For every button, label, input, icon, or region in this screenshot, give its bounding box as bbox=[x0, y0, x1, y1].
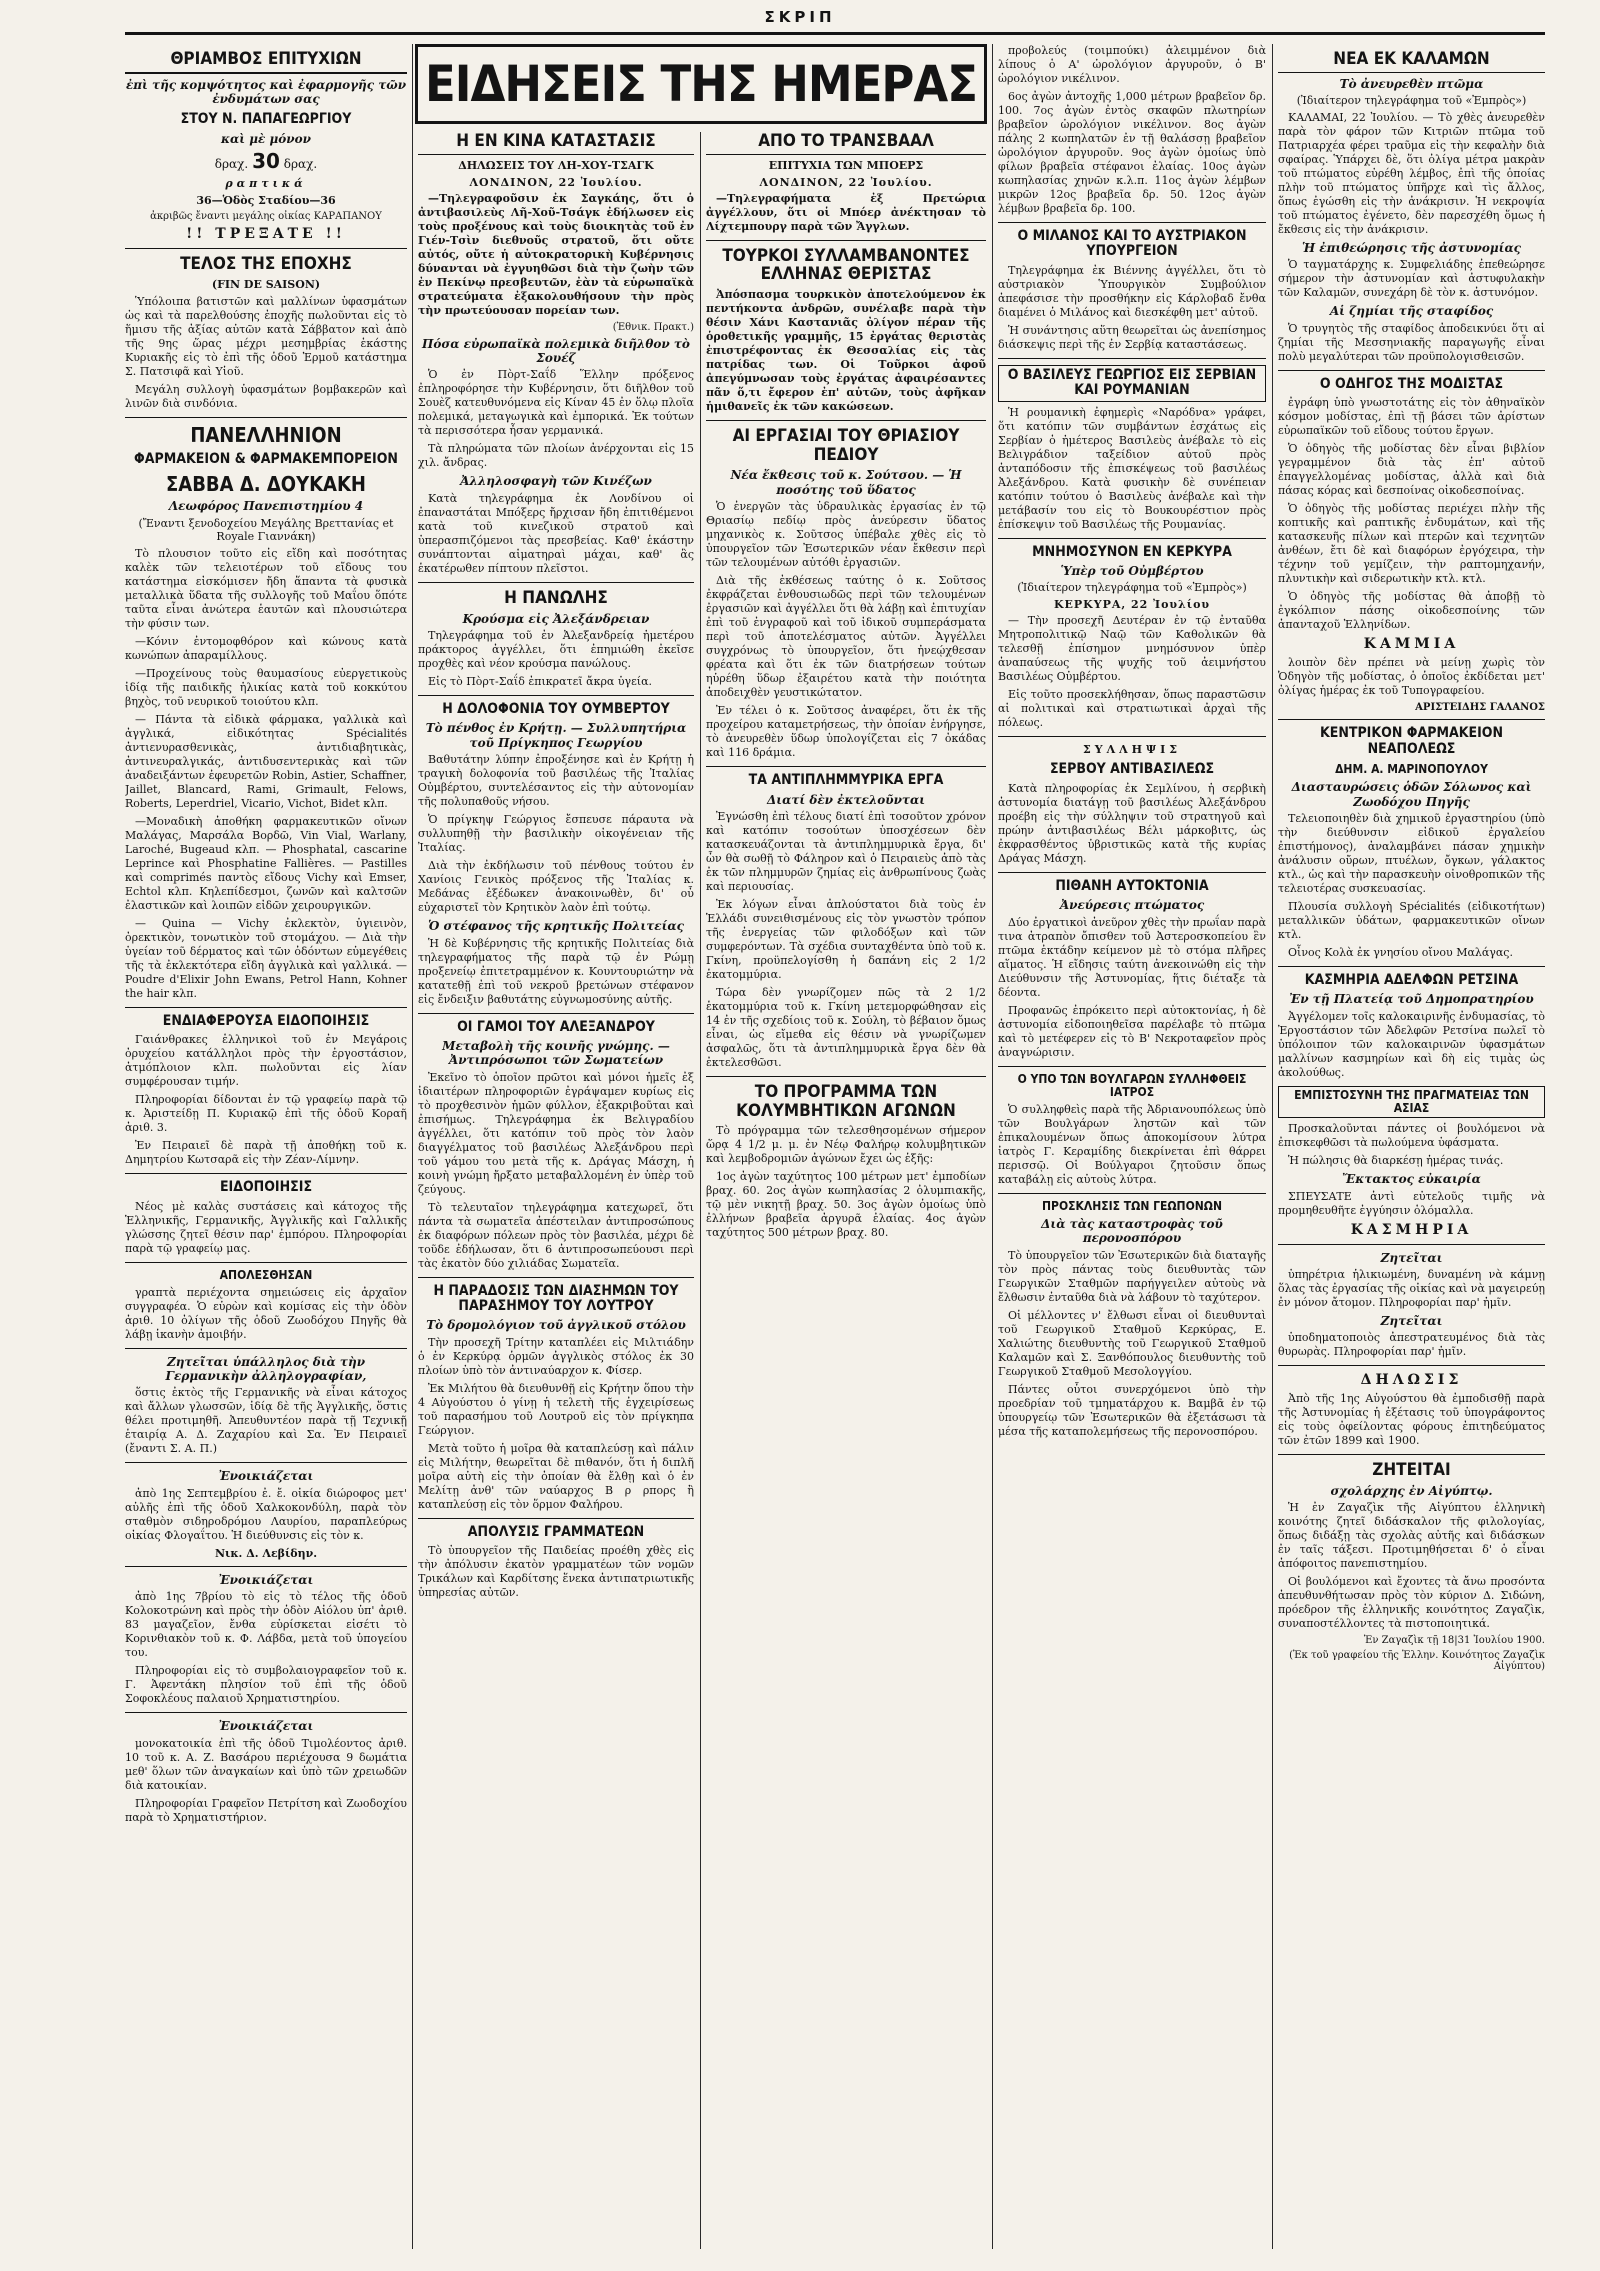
news-geoponoi-sub: Διὰ τὰς καταστροφὰς τοῦ περονοσπόρου bbox=[1041, 1217, 1223, 1246]
newspaper-page bbox=[125, 44, 1545, 2249]
news-wedding-sub: Μεταβολὴ τῆς κοινῆς γνώμης. — Ἀντιπρόσωποι τῶν Σωματείων bbox=[442, 1038, 670, 1068]
ad-central-pharmacy-text3: Οἶνος Κολὰ ἐκ γνησίου οἴνου Μαλάγας. bbox=[1288, 946, 1513, 959]
news-wedding-text1: Ἐκεῖνο τὸ ὁποῖον πρῶτοι καὶ μόνοι ἡμεῖς ἐξ ἰδιαιτέρων πληροφοριῶν ἐγράψαμεν κυρίως εἰς τὸ προχθεσινὸν ἡμῶν φύλλον, ἐξακριβοῦται καὶ ἐπισήμως. Τηλεγράφημα ἐκ Βελιγραδίου ἀγγέλλει, ὅτι κατόπιν τοῦ πρὸς τὸν λαὸν διαγγέλματος τοῦ βασιλέως Ἀλεξάνδρου περὶ τοῦ γάμου του μετὰ τῆς κ. Δράγας Μάσχη, ἡ κοινὴ γνώμη ἤρξατο μεταβαλλομένη ἐν ὑπὲρ τοῦ ζεύγους. bbox=[418, 1070, 694, 1196]
ad-rent2-text: ἀπὸ 1ης 7βρίου τὸ εἰς τὸ τέλος τῆς ὁδοῦ Κολοκοτρώνη καὶ πρὸς τὴν ὁδὸν Αἰόλου ὑπ' ἀριθ. 83 μαγαζεῖον, ἔνθα εὑρίσκεται εἰσέτι τὸ Κορινθιακὸν τοῦ κ. Φ. Λάβδα, μετὰ τοῦ ὑπογείου του. bbox=[125, 1590, 407, 1660]
ad-thriamvos-sub: ἐπὶ τῆς κομψότητος καὶ ἐφαρμογῆς τῶν ἐνδυμάτων σας bbox=[125, 77, 407, 107]
ad-central-pharmacy-text2: Πλουσία συλλογὴ Spécialités (εἰδικοτήτων) μεταλλικῶν ὑδάτων, φαρμακευτικῶν οἴνων κτλ. bbox=[1278, 900, 1545, 941]
column-ads-left bbox=[125, 44, 407, 2249]
column-rule bbox=[992, 44, 993, 2249]
news-transvaal-text: —Τηλεγραφήματα ἐξ Πρετώρια ἀγγέλλουν, ὅτι οἱ Μπόερ ἀνέκτησαν τὸ Λίχτεμπουργ παρὰ τῶν Ἄγγλων. bbox=[706, 191, 986, 233]
ad-telos-text: Ὑπόλοιπα βατιστῶν καὶ μαλλίνων ὑφασμάτων ὡς καὶ τὰ παρελθούσης ἐποχῆς πωλοῦνται εἰς τὸ ἥμισυ τῆς ἀξίας αὐτῶν κατὰ Σάββατον καὶ ἀπὸ τῆς 9ης ὥρας μέχρι μεσημβρίας ἑκάστης Κυριακῆς εἰς τὸ ἐπὶ τῆς ὁδοῦ Ἑρμοῦ κατάστημα Σ. Πατσιφᾶ καὶ Υἱοῦ. bbox=[125, 294, 407, 378]
ad-zagazik-date: Ἐν Ζαγαζὶκ τῇ 18|31 Ἰουλίου 1900. bbox=[1363, 1635, 1545, 1647]
ad-modista-text2: Ὁ ὁδηγὸς τῆς μοδίστας δὲν εἶναι βιβλίον γεγραμμένον διὰ τὰς ἐπ' αὐτοῦ ἐπαγγελλομένας μοδίστας, ἀλλὰ καὶ διὰ πάσας κόρας καὶ δεσποίνας οἰκοδεσποίνας. bbox=[1278, 442, 1545, 498]
news-umberto-title: Η ΔΟΛΟΦΟΝΙΑ ΤΟΥ ΟΥΜΒΕΡΤΟΥ bbox=[442, 700, 670, 717]
news-geoponoi-title: ΠΡΟΣΚΛΗΣΙΣ ΤΩΝ ΓΕΩΠΟΝΩΝ bbox=[1042, 1198, 1222, 1213]
news-wreath-text: Ἡ δὲ Κυβέρνησις τῆς κρητικῆς Πολιτείας διὰ τηλεγραφήματος τῆς παρὰ τῷ ἐν Ρώμῃ προξενείῳ ἐπιτετραμμένον κ. Κουντουριώτην νὰ κατατεθῇ ἐπὶ τοῦ νεκροῦ βρετώνων στέφανον εἰς ἔνδειξιν βαθυτάτης εὐγνωμοσύνης αὐτῆς. bbox=[418, 936, 694, 1006]
ad-telos-sub: (FIN DE SAISON) bbox=[211, 277, 321, 291]
news-china-source: (Ἐθνικ. Πρακτ.) bbox=[612, 321, 694, 333]
ad-maid-lead: Ζητεῖται bbox=[1380, 1250, 1443, 1265]
news-memorial-title: ΜΝΗΜΟΣΥΝΟΝ ΕΝ ΚΕΡΚΥΡΑ bbox=[1032, 543, 1232, 560]
news-china-text: —Τηλεγραφοῦσιν ἐκ Σαγκάης, ὅτι ὁ ἀντιβασιλεὺς Λῆ-Χοῦ-Τσάγκ ἐδήλωσεν εἰς τοὺς προξένους καὶ τοὺς διοικητὰς τοῦ ἐν Γιέν-Τσὶν διεθνοῦς στρατοῦ, ὅτι οὔτε αὐτός, οὔτε ἡ αὐτοκρατορικὴ Κυβέρνησις δύνανται νὰ ἐγγυηθῶσι διὰ τὴν ζωὴν τῶν ἐν Πεκίνῳ πρεσβευτῶν, ἐὰν τὰ εὐρωπαϊκὰ στρατεύματα ἐξακολουθήσουν τὴν πρὸς τὴν πρωτεύουσαν πορείαν των. bbox=[418, 191, 694, 317]
ad-telos-text2: Μεγάλη συλλογὴ ὑφασμάτων βομβακερῶν καὶ λινῶν διὰ σινδόνια. bbox=[125, 382, 407, 410]
ad-thriamvos-title: ΘΡΙΑΜΒΟΣ ΕΠΙΤΥΧΙΩΝ bbox=[125, 50, 407, 74]
news-milan-title: Ο ΜΙΛΑΝΟΣ ΚΑΙ ΤΟ ΑΥΣΤΡΙΑΚΟΝ ΥΠΟΥΡΓΕΙΟΝ bbox=[1017, 228, 1247, 260]
ad-bargain-text: ΣΠΕΥΣΑΤΕ ἀντὶ εὐτελοῦς τιμῆς νὰ προμηθευθῆτε ἐγγύησιν ὁλόμαλλα. bbox=[1278, 1189, 1545, 1217]
ad-rent1-name: Νικ. Δ. Λεβίδην. bbox=[214, 1546, 318, 1560]
ad-rent1-text: ἀπὸ 1ης Σεπτεμβρίου ἐ. ἔ. οἰκία διώροφος μετ' αὐλῆς ἐπὶ τῆς ὁδοῦ Χαλκοκονδύλη, παρὰ τὸν σταθμὸν σιδηροδρόμου Λαυρίου, παραπλεύρως οἰκίας Φλογαΐτου. Ἡ διεύθυνσις εἰς τὸν κ. bbox=[125, 1486, 407, 1542]
top-rule bbox=[125, 32, 1545, 35]
news-flood-title: ΤΑ ΑΝΤΙΠΛΗΜΜΥΡΙΚΑ ΕΡΓΑ bbox=[748, 772, 944, 789]
ad-kammia-text: λοιπὸν δὲν πρέπει νὰ μείνῃ χωρὶς τὸν Ὁδηγὸν τῆς μοδίστας, ὁ ὁποῖος ἐκδίδεται μετ' ὀλίγας ἡμέρας ἐκ τοῦ Τυπογραφείου. bbox=[1278, 656, 1545, 698]
ad-rent2-text2: Πληροφορίαι εἰς τὸ συμβολαιογραφεῖον τοῦ κ. Γ. Ἀφεντάκη πλησίον τοῦ ἐπὶ τῆς ὁδοῦ Σοφοκλέους παλαιοῦ Χρηματιστηρίου. bbox=[125, 1664, 407, 1706]
news-raisin-text: Ὁ τρυγητὸς τῆς σταφίδος ἀποδεικνύει ὅτι αἱ ζημίαι τῆς Μεσσηνιακῆς παραγωγῆς εἶναι πολὺ μεγαλύτεραι τῶν προϋπολογισθεισῶν. bbox=[1278, 321, 1545, 363]
news-chinese-title: Ἀλληλοσφαγὴ τῶν Κινέζων bbox=[460, 474, 652, 489]
ad-central-pharmacy-addr: Διασταυρώσεις ὁδῶν Σόλωνος καὶ Ζωοδόχου Πηγῆς bbox=[1291, 780, 1532, 809]
news-raisin-title: Αἱ ζημίαι τῆς σταφίδος bbox=[1329, 304, 1494, 319]
news-thriasio-text3: Ἐν τέλει ὁ κ. Σοῦτσος ἀναφέρει, ὅτι ἐκ τῆς προχείρου καταμετρήσεως, τὴν ὁποίαν ἐνήργησε, τὸ ἀνευρεθὲν ὕδωρ ὑπολογίζεται εἰς 7 ὀκάδας καὶ 116 δράμια. bbox=[706, 704, 986, 760]
ad-pharmacy-text6: — Quina — Vichy ἐκλεκτὸν, ὑγιεινὸν, ὀρεκτικὸν, τονωτικὸν τοῦ στομάχου. — Διὰ τὴν ὑγείαν τοῦ δέρματος καὶ τῶν ὀδόντων εὐμεγέθεις τῆς τὰ ἐκλεκτότερα εἴδη ἀγγλικὰ καὶ γαλλικά. — Poudre d'Elixir John Ewans, Petrol Hann, Kohner the hair κλπ. bbox=[125, 916, 407, 1000]
ad-clerk-lead: Ζητεῖται ὑπάλληλος διὰ τὴν Γερμανικὴν ἀλληλογραφίαν, bbox=[165, 1354, 367, 1384]
news-kalamai-source: (Ἰδιαίτερον τηλεγράφημα τοῦ «Ἐμπρὸς») bbox=[1296, 94, 1527, 108]
news-flood-text1: Ἐγνώσθη ἐπὶ τέλους διατί ἐπὶ τοσοῦτον χρόνον καὶ κατόπιν τοσούτων ὑποσχέσεων δὲν κατασκευάζονται τὰ ἀντιπλημμυρικὰ ἔργα, δι' ὧν θὰ σωθῇ τὸ Φάληρον καὶ ὁ Πειραιεὺς ἀπὸ τὰς ἐκ τῶν πλημμυρῶν ζημίας εἰς ἀνθρωπίνους ζωὰς καὶ περιουσίας. bbox=[706, 810, 986, 893]
ad-retsina-title: ΚΑΣΜΗΡΙΑ ΑΔΕΛΦΩΝ ΡΕΤΣΙΝΑ bbox=[1304, 972, 1519, 988]
ad-rent3-text2: Πληροφορίαι Γραφεῖον Πετρίτση καὶ Ζωοδοχίου παρὰ τὸ Χρηματιστήριον. bbox=[125, 1796, 407, 1824]
ad-notice-title: ΕΝΔΙΑΦΕΡΟΥΣΑ ΕΙΔΟΠΟΙΗΣΙΣ bbox=[162, 1012, 370, 1029]
ad-dilosis-text: Ἀπὸ τῆς 1ης Αὐγούστου θὰ ἐμποδισθῇ παρὰ τῆς Ἀστυνομίας ἡ ἐξέτασις τοῦ ὑπογράφοντος εἰς τοὺς ὀφείλοντας φόρους ἐπιτηδεύματος τῶν ἐτῶν 1899 καὶ 1900. bbox=[1278, 1392, 1545, 1448]
news-swimming-title: ΤΟ ΠΡΟΓΡΑΜΜΑ ΤΩΝ ΚΟΛΥΜΒΗΤΙΚΩΝ ΑΓΩΝΩΝ bbox=[736, 1082, 956, 1121]
ad-central-pharmacy-name: ΔΗΜ. Α. ΜΑΡΙΝΟΠΟΥΛΟΥ bbox=[1335, 762, 1488, 777]
ad-notice-text3: Ἐν Πειραιεῖ δὲ παρὰ τῇ ἀποθήκῃ τοῦ κ. Δημητρίου Κωτσαρᾶ εἰς τὴν Ζέαν-Λίμνην. bbox=[125, 1139, 407, 1167]
ad-zagazik-source: (Ἐκ τοῦ γραφείου τῆς Ἑλλην. Κοινότητος Ζαγαζὶκ Αἰγύπτου) bbox=[1289, 1650, 1545, 1673]
news-flood-sub: Διατί δὲν ἐκτελοῦνται bbox=[766, 792, 926, 807]
news-swimming-text2: 1ος ἀγὼν ταχύτητος 100 μέτρων μετ' ἐμποδίων βραχ. 60. 2ος ἀγὼν κωπηλασίας 2 ὀλυμπιακῆς, τῷ μὲν νικητῇ βραχ. 50. 3ος ἀγὼν ὁμοίως ὑπὸ ἐλλήνων βραβεῖα ἀργυρᾶ ἐλαίας. 4ος ἀγὼν ταχύτητος 500 μέτρων βραχ. 80. bbox=[706, 1170, 986, 1240]
news-turks-title: ΤΟΥΡΚΟΙ ΣΥΛΛΑΜΒΑΝΟΝΤΕΣ ΕΛΛΗΝΑΣ ΘΕΡΙΣΤΑΣ bbox=[722, 245, 970, 285]
column-news-4 bbox=[998, 44, 1266, 2249]
news-china-sub: ΔΗΛΩΣΕΙΣ ΤΟΥ ΛΗ-ΧΟΥ-ΤΣΑΓΚ bbox=[458, 158, 654, 172]
column-news-3 bbox=[706, 132, 986, 2249]
ad-notice-text1: Γαιάνθρακες ἑλληνικοὶ τοῦ ἐν Μεγάροις ὀρυχείου κατάλληλοι πρὸς τὴν ἐργοστάσιον, ἀτμόπλοιον κλπ. πωλοῦνται εἰς λίαν συμφέρουσαν τιμήν. bbox=[125, 1033, 407, 1089]
news-thriasio-sub: Νέα ἔκθεσις τοῦ κ. Σούτσου. — Ἡ ποσότης τοῦ ὕδατος bbox=[730, 468, 962, 497]
news-milan-text2: Ἡ συνάντησις αὕτη θεωρεῖται ὡς ἀνεπίσημος διάσκεψις περὶ τῆς ἐν Σερβίᾳ καταστάσεως. bbox=[998, 323, 1266, 351]
ad-zagazik-text1: Ἡ ἐν Ζαγαζὶκ τῆς Αἰγύπτου ἑλληνικὴ κοινότης ζητεῖ διδάσκαλον τῆς φιλολογίας, ὅπως διδάξῃ τὰς σχολὰς αὐτῆς καὶ διδάσκων ἐν ταῖς τάξεσι. Προτιμηθήσεται δ' ὁ εἶναι ἀπόφοιτος πανεπιστημίου. bbox=[1278, 1501, 1545, 1571]
ad-retsina-sub: Ἐν τῇ Πλατείᾳ τοῦ Δημοπρατηρίου bbox=[1289, 992, 1534, 1007]
news-order-title: Η ΠΑΡΑΔΟΣΙΣ ΤΩΝ ΔΙΑΣΗΜΩΝ ΤΟΥ ΠΑΡΑΣΗΜΟΥ ΤΟΥ ΛΟΥΤΡΟΥ bbox=[433, 1282, 679, 1315]
ad-rent3-lead: Ἐνοικιάζεται bbox=[218, 1719, 314, 1734]
ad-central-pharmacy-title: ΚΕΝΤΡΙΚΟΝ ΦΑΡΜΑΚΕΙΟΝ ΝΕΑΠΟΛΕΩΣ bbox=[1319, 725, 1504, 757]
news-turks-text: Ἀπόσπασμα τουρκικὸν ἀποτελούμενον ἐκ πεντήκοντα ἀνδρῶν, συνέλαβε παρὰ τὴν θέσιν Χάνι Καστανιᾶς ὀλίγον πέραν τῆς ὁροθετικῆς γραμμῆς, 15 ἐργάτας θεριστὰς ἐπιστρέφοντας ἐκ Θεσσαλίας εἰς τὰς πατρίδας των. Οἱ Τοῦρκοι ἀφοῦ ἀπεγύμνωσαν τοὺς ἐργάτας ἀφαιρέσαντες πᾶν ὅ,τι ἔφερον ἐπ' αὐτῶν, τοὺς ἀφῆκαν ἡμιθανεῖς ἐκ τῶν κακώσεων. bbox=[706, 288, 986, 414]
news-dismissal-text: Τὸ ὑπουργεῖον τῆς Παιδείας προέθη χθὲς εἰς τὴν ἀπόλυσιν ἑκατὸν γραμματέων τῶν νομῶν Τρικάλων καὶ Καρδίτσης ἕνεκα ἀντιπατριωτικῆς ὑπηρεσίας αὐτῶν. bbox=[418, 1544, 694, 1600]
news-police-text: Ὁ ταγματάρχης κ. Συμφελιάδης ἐπεθεώρησε σήμερον τὴν ἀστυνομίαν καὶ ἀστυφυλακὴν τῶν Καλαμῶν, συνεχάρη δὲ τὸν κ. ἀστυνόμον. bbox=[1278, 258, 1545, 300]
section-banner: ΕΙΔΗΣΕΙΣ ΤΗΣ ΗΜΕΡΑΣ bbox=[415, 44, 987, 124]
news-suez-text: Ὁ ἐν Πὸρτ-Σαΐδ Ἕλλην πρόξενος ἐπληροφόρησε τὴν Κυβέρνησιν, ὅτι διῆλθον τοῦ Σουὲζ κατευθυνόμενα εἰς Κίναν 45 ἐν ὅλῳ πλοῖα πολεμικά, μεταγωγικὰ καὶ ἐμπορικά. Ἐκ τούτων τὰ περισσότερα ἦσαν γερμανικά. bbox=[418, 368, 694, 438]
news-kalamai-sub: Τὸ ἀνευρεθὲν πτῶμα bbox=[1339, 76, 1484, 91]
ad-shoemaker-lead: Ζητεῖται bbox=[1380, 1313, 1443, 1328]
ad-pharmacy-addr: Λεωφόρος Πανεπιστημίου 4 bbox=[168, 499, 364, 514]
ad-central-pharmacy-text1: Τελειοποιηθὲν διὰ χημικοῦ ἐργαστηρίου (ὑπὸ τὴν διεύθυνσιν εἰδικοῦ ἐργαλείου ἐπιστήμονος), ἀναλαμβάνει πάσαν χημικὴν ἀνάλυσιν οὔρων, πτυέλων, ὄγκων, γάλακτος κτλ., ὡς καὶ τὴν παρασκευὴν οἰνοθροπικῶν τῆς τελειοτέρας συσκευασίας. bbox=[1278, 812, 1545, 895]
news-umberto-text2: Ὁ πρίγκηψ Γεώργιος ἔσπευσε πάραυτα νὰ συλλυπηθῇ τὴν βασιλικὴν οἰκογένειαν τῆς Ἰταλίας. bbox=[418, 813, 694, 855]
news-thriasio-title: ΑΙ ΕΡΓΑΣΙΑΙ ΤΟΥ ΘΡΙΑΣΙΟΥ ΠΕΔΙΟΥ bbox=[732, 426, 960, 465]
ad-modista-text1: ἐγράφη ὑπὸ γνωστοτάτης εἰς τὸν ἀθηναϊκὸν κόσμον μοδίστας, ἐπὶ τῇ βάσει τῶν ἀρίστων εὐρωπαϊκῶν τοῦ εἴδους τούτου ἔργων. bbox=[1278, 396, 1545, 438]
ad-pharmacy-name: ΣΑΒΒΑ Δ. ΔΟΥΚΑΚΗ bbox=[166, 472, 366, 497]
news-doctor-title: Ο ΥΠΟ ΤΩΝ ΒΟΥΛΓΑΡΩΝ ΣΥΛΛΗΦΘΕΙΣ ΙΑΤΡΟΣ bbox=[1017, 1071, 1247, 1099]
news-china-title: Η ΕΝ ΚΙΝΑ ΚΑΤΑΣΤΑΣΙΣ bbox=[418, 132, 694, 155]
ad-rent3-text: μονοκατοικία ἐπὶ τῆς ὁδοῦ Τιμολέοντος ἀριθ. 10 τοῦ κ. Α. Ζ. Βασάρου περιέχουσα 9 δωμάτια μεθ' ὅλων τῶν ἀναγκαίων καὶ ὑπὸ τῶν χρειωδῶν διὰ κατοικίαν. bbox=[125, 1736, 407, 1792]
news-geoponoi-text1: Τὸ ὑπουργεῖον τῶν Ἐσωτερικῶν διὰ διαταγῆς τὸν πρὸς πάντας τοὺς διευθυντὰς τῶν Γεωργικῶν Σταθμῶν παρήγγειλεν αὐτοὺς νὰ ἔλθωσιν ἐνταῦθα διὰ νὰ λάβουν τὸ ταχύτερον. bbox=[998, 1248, 1266, 1304]
news-umberto-text1: Βαθυτάτην λύπην ἐπροξένησε καὶ ἐν Κρήτῃ ἡ τραγικὴ δολοφονία τοῦ βασιλέως τῆς Ἰταλίας Οὐμβέρτου, συντελέσαντος εἰς τὴν αὐτονομίαν τῆς πολυπαθοῦς νήσου. bbox=[418, 753, 694, 809]
ad-retsina-box: ΕΜΠΙΣΤΟΣΥΝΗ ΤΗΣ ΠΡΑΓΜΑΤΕΙΑΣ ΤΩΝ ΑΣΙΑΣ bbox=[1278, 1086, 1545, 1118]
news-kalamai-title: ΝΕΑ ΕΚ ΚΑΛΑΜΩΝ bbox=[1278, 50, 1545, 73]
news-suicide-sub: Ἀνεύρεσις πτώματος bbox=[1059, 898, 1205, 913]
news-king-title: Ο ΒΑΣΙΛΕΥΣ ΓΕΩΡΓΙΟΣ ΕΙΣ ΣΕΡΒΙΑΝ ΚΑΙ ΡΟΥΜΑΝΙΑΝ bbox=[998, 365, 1266, 402]
ad-shoemaker-text: ὑποδηματοποιὸς ἀπεστρατευμένος διὰ τὰς θυρωρὰς. Πληροφορίαι παρ' ἡμῖν. bbox=[1278, 1331, 1545, 1359]
ad-pharmacy-text3: —Προχείνους τοὺς θαυμασίους εὐεργετικοὺς ἰδίᾳ τῆς παιδικῆς ἡλικίας κατὰ τοῦ κοκκύτου βηχὸς, τοῦ νευρικοῦ τοιούτου κλπ. bbox=[125, 666, 407, 708]
column-news-2 bbox=[418, 132, 694, 2249]
news-arrest-title: ΣΕΡΒΟΥ ΑΝΤΙΒΑΣΙΛΕΩΣ bbox=[1049, 761, 1215, 778]
news-order-text2: Ἐκ Μιλήτου θὰ διευθυνθῇ εἰς Κρήτην ὅπου τὴν 4 Αὐγούστου ὁ γίνῃ ἡ τελετὴ τῆς ἐγχειρίσεως τοῦ παρασήμου τοῦ Λουτροῦ εἰς τὸν πρίγκηπα Γεώργιον. bbox=[418, 1381, 694, 1437]
news-geoponoi-text2: Οἱ μέλλοντες ν' ἔλθωσι εἶναι οἱ διευθυνταὶ τοῦ Γεωργικοῦ Σταθμοῦ Κερκύρας, Ε. Χαλιώτης διευθυντὴς τοῦ Γεωργικοῦ Σταθμοῦ Καλαμῶν καὶ Σ. Ξανθόπουλος διευθυντὴς τοῦ Γεωργικοῦ Σταθμοῦ Μεσολογγίου. bbox=[998, 1308, 1266, 1378]
ad-rent2-lead: Ἐνοικιάζεται bbox=[218, 1572, 314, 1587]
ad-retsina-text2: Προσκαλοῦνται πάντες οἱ βουλόμενοι νὰ ἐπισκεφθῶσι τὰ πωλούμενα ὑφάσματα. bbox=[1278, 1122, 1545, 1150]
ad-modista-title: Ο ΟΔΗΓΟΣ ΤΗΣ ΜΟΔΙΣΤΑΣ bbox=[1319, 375, 1504, 392]
news-arrest-text: Κατὰ πληροφορίας ἐκ Σεμλίνου, ἡ σερβικὴ ἀστυνομία διατάγῃ τοῦ βασιλέως Ἀλεξάνδρου προέβη εἰς τὴν σύλληψιν τοῦ στρατηγοῦ καὶ πρώην ἀντιβασιλέως Βέλι μάρκοβιτς, ὡς ἐκφρασθέντος ὑβριστικῶς κατὰ τῆς κυρίας Δράγας Μάσχη. bbox=[998, 781, 1266, 865]
news-suez-text2: Τὰ πληρώματα τῶν πλοίων ἀνέρχονται εἰς 15 χιλ. ἄνδρας. bbox=[418, 442, 694, 470]
news-chinese-text: Κατὰ τηλεγράφημα ἐκ Λονδίνου οἱ ἐπαναστάται Μπόξερς ἤρχισαν ἤδη ἐπιτιθέμενοι κατὰ τοῦ κινεζικοῦ στρατοῦ καὶ ὑπερασπιζόμενοι τὰς πρεσβείας. Καθ' ἑκάστην συνάπτονται αἱματηραὶ μάχαι, καθ' ἃς ἑκατέρωθεν πίπτουν πλεῖστοι. bbox=[418, 491, 694, 575]
ad-thriamvos-addr: 36—Ὁδὸς Σταδίου—36 bbox=[196, 194, 336, 208]
news-umberto-text3: Διὰ τὴν ἐκδήλωσιν τοῦ πένθους τούτου ἐν Χανίοις Γενικὸς πρόξενος τῆς Ἰταλίας κ. Μεδάνας ἐξέδωκεν ἀνακοινωθὲν, δι' οὗ εὐχαριστεῖ τὸν Κρητικὸν λαὸν ἐπὶ τούτῳ. bbox=[418, 859, 694, 915]
news-king-text: Ἡ ρουμανικὴ ἐφημερὶς «Ναρόδνα» γράφει, ὅτι κατόπιν τῶν συμβάντων ἐσχάτως εἰς Σερβίαν ὁ ἡμέτερος Βασιλεὺς ἀνέβαλε τὸ εἰς Βελιγράδιον ταξείδιον αὐτοῦ πρὸς ἀνταπόδοσιν τῆς ἐπισκέψεως τοῦ βασιλέως Ἀλεξάνδρου. Κατὰ φυσικὴν δὲ συνέπειαν κατόπιν τούτου ὁ Βασιλεὺς ἀνέβαλε καὶ τὴν μετάβασίν του εἰς τὸ Βουκουρέστιον πρὸς ἐπίσκεψιν τοῦ Βασιλέως τῆς Ρουμανίας. bbox=[998, 405, 1266, 531]
ad-kammia-title: ΚΑΜΜΙΑ bbox=[1363, 636, 1460, 653]
news-police-title: Ἡ ἐπιθεώρησις τῆς ἀστυνομίας bbox=[1302, 241, 1521, 256]
news-wedding-text2: Τὸ τελευταῖον τηλεγράφημα κατεχωρεῖ, ὅτι πάντα τὰ σωματεῖα ἀπέστειλαν ἀντιπροσώπους ἐκ διαφόρων πόλεων πρὸς τὸν βασιλέα, μέχρι δὲ τοῦδε ἐδήλωσαν, ὅτι 6 ἀντιπροσωπεύουσι περὶ τὰς ἑκατὸν δύο χιλιάδας Σωματεῖα. bbox=[418, 1200, 694, 1270]
ad-thriamvos-price: δραχ. 30 δραχ. bbox=[214, 149, 318, 174]
news-doctor-text: Ὁ συλληφθεὶς παρὰ τῆς Ἀδριανουπόλεως ὑπὸ τῶν Βουλγάρων ληστῶν καὶ τῶν ἐπικαλουμένων ὅπως ἀποκομίσουν λύτρα ἰατρὸς Γ. Κεραμίδης διεκρίνεται ἐπὶ θάρρει περισσῷ. Οἱ Βούλγαροι ζητοῦσιν ὅπως καταβάλῃ εἰς αὐτοὺς λύτρα. bbox=[998, 1102, 1266, 1186]
ad-zagazik-text2: Οἱ βουλόμενοι καὶ ἔχοντες τὰ ἄνω προσόντα ἀπευθυνθήτωσαν πρὸς τὸν κύριον Δ. Σιδώνη, πρόεδρον τῆς ἑλληνικῆς κοινότητος Ζαγαζὶκ, συναποστέλλοντες τὰ πιστοποιητικά. bbox=[1278, 1575, 1545, 1631]
news-transvaal-sub: ΕΠΙΤΥΧΙΑ ΤΩΝ ΜΠΟΕΡΣ bbox=[768, 158, 924, 172]
ad-clerk-text: ὅστις ἐκτὸς τῆς Γερμανικῆς νὰ εἶναι κάτοχος καὶ ἄλλων γλωσσῶν, ἰδίᾳ δὲ τῆς Ἀγγλικῆς, ὅστις θέλει προτιμηθῆ. Ἀπευθυντέον παρὰ τῇ Τεχνικῇ ἑταιρίᾳ Α. Δ. Ζαχαρίου καὶ Σα. Ἐν Πειραιεῖ (ἔναντι Σ. Α. Π.) bbox=[125, 1386, 407, 1456]
ad-modista-text4: Ὁ ὁδηγὸς τῆς μοδίστας θὰ ἀποβῇ τὸ ἐγκόλπιον πάσης οἰκοδεσποίνης τῶν ἀπανταχοῦ Ἑλληνίδων. bbox=[1278, 590, 1545, 632]
news-plague-title: Η ΠΑΝΩΛΗΣ bbox=[504, 587, 608, 608]
ad-eidopoiisis-text: Νέος μὲ καλὰς συστάσεις καὶ κάτοχος τῆς Ἑλληνικῆς, Γερμανικῆς, Ἀγγλικῆς καὶ Γαλλικῆς γλώσσης ζητεῖ θέσιν παρ' ἐμπόρου. Πληροφορίαι παρὰ τῷ γραφείῳ μας. bbox=[125, 1199, 407, 1255]
news-memorial-sub: Ὑπὲρ τοῦ Οὐμβέρτου bbox=[1060, 563, 1204, 578]
news-thriasio-text2: Διὰ τῆς ἐκθέσεως ταύτης ὁ κ. Σοῦτσος ἐκφράζεται ἐνθουσιωδῶς περὶ τῶν τελουμένων ἐργασιῶν καὶ ἀγγέλλει ὅτι θὰ λάβῃ καὶ ἐπιτυχίαν ἐπὶ τοῦ ἐνγραφοῦ καὶ τοῦ ἰδικοῦ συμπεράσματα περὶ τοῦ ἀποτελέσματος αὐτῶν. Ἀγγέλλει συγχρόνως τὸ ὑπουργεῖον, ὅτι ἠνεῴχθεσαν φρέατα καὶ ὅτι ἐκ τῶν διατρήσεων τούτων ηὑρέθη ὕδωρ ἐξαιρέτου κατὰ τὴν ποιότητα ἀποδειχθὲν γευστικώτατον. bbox=[706, 574, 986, 700]
news-order-sub: Τὸ δρομολόγιον τοῦ ἀγγλικοῦ στόλου bbox=[426, 1318, 686, 1333]
ad-thriamvos-word: ραπτικά bbox=[225, 177, 307, 191]
news-suicide-text2: Προφανῶς ἐπρόκειτο περὶ αὐτοκτονίας, ἡ δὲ ἀστυνομία εἰδοποιηθεῖσα παρέλαβε τὸ πτῶμα καὶ τὸ μετέφερεν εἰς τὸ Β' Νεκροταφεῖον πρὸς ἀναγνώρισιν. bbox=[998, 1003, 1266, 1059]
column-rule bbox=[412, 44, 413, 2249]
news-order-text1: Τὴν προσεχῆ Τρίτην καταπλέει εἰς Μιλτιάδην ὁ ἐν Κερκύρᾳ ὁρμῶν ἀγγλικὸς στόλος ἐκ 30 πλοίων ὑπὸ τὸν ἀντιναύαρχον κ. Φίσερ. bbox=[418, 1335, 694, 1377]
ad-lost-title: ΑΠΟΛΕΣΘΗΣΑΝ bbox=[219, 1267, 313, 1282]
ad-modista-text3: Ὁ ὁδηγὸς τῆς μοδίστας περιέχει πλὴν τῆς κοπτικῆς καὶ ραπτικῆς ἐνδυμάτων, καὶ τῆς κατασκευῆς πίλων καὶ πτερῶν καὶ τεχνητῶν ἀνθέων, ἔτι δὲ καὶ διαφόρων ἐργόχειρα, τὴν τέχνην τοῦ γεμίζειν, τὴν ραπτομηχανήν, πλυντικὴν καὶ σιδερωτικὴν κτλ. κτλ. bbox=[1278, 502, 1545, 586]
news-plague-text2: Εἰς τὸ Πὸρτ-Σαΐδ ἐπικρατεῖ ἄκρα ὑγεία. bbox=[428, 674, 653, 688]
ad-pharmacy-text4: — Πάντα τὰ εἰδικὰ φάρμακα, γαλλικὰ καὶ ἀγγλικά, εἰδικότητας Spécialités ἀντιενυρασθενικὰς, ἀντιδιαβητικὰς, ἀντινευραλγικάς, ἀντιδυσεντερικὰς καὶ τῶν ἀναδειξάντων ἐφευρετῶν Robin, Astier, Schaffner, Jaillet, Blancard, Rami, Grimault, Felows, Roberts, Leperdriel, Vicario, Vichot, Bidet κλπ. bbox=[125, 712, 407, 810]
news-china-date: ΛΟΝΔΙΝΟΝ, 22 Ἰουλίου. bbox=[469, 175, 643, 189]
news-memorial-text2: Εἰς τοῦτο προσεκλήθησαν, ὅπως παραστῶσιν αἱ πολιτικαὶ καὶ στρατιωτικαὶ ἀρχαὶ τῆς πόλεως. bbox=[998, 688, 1266, 730]
news-dismissal-title: ΑΠΟΛΥΣΙΣ ΓΡΑΜΜΑΤΕΩΝ bbox=[467, 1523, 645, 1540]
ad-rent1-lead: Ἐνοικιάζεται bbox=[218, 1469, 314, 1484]
masthead: ΣΚΡΙΠ bbox=[764, 8, 836, 26]
ad-thriamvos-line: καὶ μὲ μόνον bbox=[221, 131, 311, 146]
ad-thriamvos-cta: !! ΤΡΕΞΑΤΕ !! bbox=[186, 226, 346, 243]
news-flood-text2: Ἐκ λόγων εἶναι ἀπλούστατοι διὰ τοὺς ἐν Ἑλλάδι συνειθισμένους εἰς τὸν γνωστὸν τρόπον τῆς ἐνεργείας τῶν φιλοδόξων καὶ τῶν συμφερόντων. Τὰ σχέδια συνταχθέντα ὑπὸ τοῦ κ. Γκίνη, προϋπελογίσθη ἡ δαπάνη εἰς 2 1/2 ἑκατομμύρια. bbox=[706, 898, 986, 981]
news-thriasio-text1: Ὁ ἐνεργῶν τὰς ὑδραυλικὰς ἐργασίας ἐν τῷ Θριασίῳ πεδίῳ πρὸς ἀνεύρεσιν ὕδατος μηχανικὸς κ. Σοῦτσος ὑπέβαλε χθὲς εἰς τὸ ὑπουργεῖον τῶν Ἐσωτερικῶν νέαν ἔκθεσιν περὶ τῶν τελουμένων αὐτόθι ἐργασιῶν. bbox=[706, 500, 986, 570]
ad-thriamvos-addr2: ἀκριβῶς ἔναντι μεγάλης οἰκίας ΚΑΡΑΠΑΝΟΥ bbox=[150, 211, 382, 223]
ad-zagazik-lead: σχολάρχης ἐν Αἰγύπτῳ. bbox=[1330, 1484, 1493, 1499]
ad-pharmacy-title: ΠΑΝΕΛΛΗΝΙΟΝ bbox=[190, 422, 342, 447]
news-memorial-text1: — Τὴν προσεχῆ Δευτέραν ἐν τῷ ἐνταῦθα Μητροπολιτικῷ Ναῷ τῶν Καθολικῶν θὰ τελεσθῇ ἐπίσημον μνημόσυνον ὑπὲρ ἀναπαύσεως τῆς ψυχῆς τοῦ ἀειμνήστου Βασιλέως Οὐμβέρτου. bbox=[998, 614, 1266, 684]
news-umberto-sub: Τὸ πένθος ἐν Κρήτῃ. — Συλλυπητήρια τοῦ Πρίγκηπος Γεωργίου bbox=[425, 721, 687, 750]
ad-pharmacy-text2: —Κόνιν ἐντομοφθόρον καὶ κώνους κατὰ κωνώπων ἀπαραμίλλους. bbox=[125, 634, 407, 662]
news-contests-text1: προβολεύς (τοιμπούκι) ἀλειμμένον διὰ λίπους ὁ Α' ὡρολόγιον ἀργυροῦν, ὁ Β' ὡρολόγιον νικέλινον. bbox=[998, 44, 1266, 85]
news-arrest-pre: ΣΥΛΛΗΨΙΣ bbox=[1082, 743, 1182, 757]
ad-eidopoiisis-title: ΕΙΔΟΠΟΙΗΣΙΣ bbox=[219, 1179, 313, 1196]
column-rule bbox=[1272, 44, 1273, 2249]
news-milan-text1: Τηλεγράφημα ἐκ Βιέννης ἀγγέλλει, ὅτι τὸ αὐστριακὸν Ὑπουργικὸν Συμβούλιον ἀπεφάσισε τὴν προσθήκην εἰς Κάρλοβαδ ἔνθα διαμένει ὁ Μιλάνος καὶ διεσκέφθη μετ' αὐτοῦ. bbox=[998, 263, 1266, 319]
news-wreath-title: Ὁ στέφανος τῆς κρητικῆς Πολιτείας bbox=[428, 919, 684, 934]
news-contests-text2: 6ος ἀγὼν ἀντοχῆς 1,000 μέτρων βραβεῖον δρ. 100. 7ος ἀγὼν ἐντὸς σκαφῶν πλωτηρίων βραβεῖον ὡρολόγιον νικέλινον. 8ος ἀγὼν πάλης 2 κωπηλατῶν ἐν τῇ θαλάσσῃ βραβεῖον ὡρολόγιον ἀργυροῦν. 9ος ἀγὼν ὁμοίως ὑπὸ φίλων βραβεῖα στέφανοι ἐλαίας. 10ος ἀγὼν κωπηλασίας χηνῶν κ.λ.π. 11ος ἀγὼν λέμβων μικρῶν 12ος βραβεῖα δρ. 50. 12ος ἀγὼν λέμβων βραβεῖα δρ. 100. bbox=[998, 90, 1266, 215]
news-transvaal-date: ΛΟΝΔΙΝΟΝ, 22 Ἰουλίου. bbox=[759, 175, 933, 189]
news-suicide-text1: Δύο ἐργατικοὶ ἀνεῦρον χθὲς τὴν πρωΐαν παρὰ τινα ἀτραπὸν ὄπισθεν τοῦ Ἀστεροσκοπείου ἓν πτῶμα ἐκτάδην κείμενον μὲ τὸ στόμα πλῆρες αἵματος. Ἡ εἴδησις ταύτη ἀνεκοινώθη εἰς τὴν Διεύθυνσιν τῆς Ἀστυνομίας, ἥτις διέταξε τὰ δέοντα. bbox=[998, 915, 1266, 999]
news-suicide-title: ΠΙΘΑΝΗ ΑΥΤΟΚΤΟΝΙΑ bbox=[1055, 877, 1209, 894]
news-kalamai-text: ΚΑΛΑΜΑΙ, 22 Ἰουλίου. — Τὸ χθὲς ἀνευρεθὲν παρὰ τὸν φάρον τῶν Κιτριῶν πτῶμα τοῦ Πατριαρχέα φέρει τραῦμα εἰς τὴν κεφαλὴν διὰ σφαίρας. Ὑπάρχει δὲ, ὅτι ὀλίγα μέτρα μακρὰν τοῦ πτώματος εὑρέθη λέμβος, ἐπὶ τῆς ὁποίας πλὴν τοῦ πτώματος ὑπῆρχε καὶ τὶς ἄλλος, ὅπως ἐγώσθη εἰς τὴν ἀνάκρισιν. Ἡ νεκροψία τοῦ πτώματος ἐγένετο, δὲν παρεσχέθη ὅμως ἡ ἔκθεσις εἰς τὴν ἀνάκρισιν. bbox=[1278, 111, 1545, 237]
news-flood-text3: Τώρα δὲν γνωρίζομεν πῶς τὰ 2 1/2 ἑκατομμύρια τοῦ κ. Γκίνη μετεμορφώθησαν εἰς 14 ἐν τῆς σχεδίοις τοῦ κ. Σούλη, τὸ βέβαιον ὅμως εἶναι, ὡς εἴμεθα εἰς θέσιν νὰ γνωρίζωμεν ἀσφαλῶς, ὅτι τὰ ἀντιπλημμυρικὰ ἔργα δὲν θὰ ἐκτελεσθῶσι. bbox=[706, 986, 986, 1069]
ad-thriamvos-shop: ΣΤΟΥ Ν. ΠΑΠΑΓΕΩΡΓΙΟΥ bbox=[180, 111, 352, 128]
ad-maid-text: ὑπηρέτρια ἡλικιωμένη, δυναμένη νὰ κάμνῃ ὅλας τὰς ἐργασίας τῆς οἰκίας καὶ νὰ μαγειρεύῃ ἐν μόνον ἄτομον. Πληροφορίαι παρ' ἡμῖν. bbox=[1278, 1267, 1545, 1309]
ad-pharmacy-title2: ΦΑΡΜΑΚΕΙΟΝ & ΦΑΡΜΑΚΕΜΠΟΡΕΙΟΝ bbox=[134, 450, 398, 467]
ad-pharmacy-addr2: (Ἔναντι ξενοδοχείου Μεγάλης Βρεττανίας et Royale Γιαννάκη) bbox=[138, 516, 394, 543]
news-order-text3: Μετὰ τοῦτο ἡ μοῖρα θὰ καταπλεύσῃ καὶ πάλιν εἰς Μιλήτην, θεωρεῖται δὲ πιθανόν, ὅτι ἡ διπλῆ μοῖρα αὐτὴ εἰς τὴν ὁποίαν θὰ ἔλθῃ καὶ ὁ ἐν Μελίτῃ ἀνθ' τῶν ναύαρχος Β ρ ρπορς ἢ καταπλεύσῃ εἰς τὸν ὅρμον Φαλήρου. bbox=[418, 1441, 694, 1511]
ad-bargain-title: Ἔκτακτος εὐκαιρία bbox=[1342, 1172, 1481, 1187]
ad-lost-text: γραπτὰ περιέχοντα σημειώσεις εἰς ἀρχαῖον συγγραφέα. Ὁ εὑρὼν καὶ κομίσας εἰς τὴν ὁδὸν ἀριθ. 10 ὀλίγων τῆς ὁδοῦ Ζωοδόχου Πηγῆς θὰ λάβῃ ἱκανὴν ἀμοιβήν. bbox=[125, 1285, 407, 1341]
news-wedding-title: ΟΙ ΓΑΜΟΙ ΤΟΥ ΑΛΕΞΑΝΔΡΟΥ bbox=[457, 1018, 655, 1035]
news-plague-text: Τηλεγράφημα τοῦ ἐν Ἀλεξανδρείᾳ ἡμετέρου πράκτορος ἀγγέλλει, ὅτι ἐπημιώθη ἐκεῖσε προχθὲς καὶ νέον κρούσμα πανώλους. bbox=[418, 628, 694, 670]
news-suez-title: Πόσα εὐρωπαϊκὰ πολεμικὰ διῆλθον τὸ Σουέζ bbox=[422, 336, 690, 366]
column-news-5 bbox=[1278, 44, 1545, 2249]
column-rule bbox=[700, 132, 701, 2249]
ad-dilosis-title: ΔΗΛΩΣΙΣ bbox=[1360, 1372, 1463, 1389]
ad-telos-title: ΤΕΛΟΣ ΤΗΣ ΕΠΟΧΗΣ bbox=[180, 254, 352, 275]
ad-kammia-sign: ΑΡΙΣΤΕΙΔΗΣ ΓΑΛΑΝΟΣ bbox=[1415, 702, 1545, 714]
news-swimming-text1: Τὸ πρόγραμμα τῶν τελεσθησομένων σήμερον ὥρᾳ 4 1/2 μ. μ. ἐν Νέῳ Φαλήρῳ κολυμβητικῶν καὶ λεμβοδρομιῶν ἀγώνων ἔχει ὡς ἑξῆς: bbox=[706, 1124, 986, 1166]
news-transvaal-title: ΑΠΟ ΤΟ ΤΡΑΝΣΒΑΑΛ bbox=[706, 132, 986, 155]
ad-kasmiria-title: ΚΑΣΜΗΡΙΑ bbox=[1350, 1221, 1473, 1238]
ad-notice-text2: Πληροφορίαι δίδονται ἐν τῷ γραφείῳ παρὰ τῷ κ. Ἀριστείδῃ Π. Κυριακῷ ἐπὶ τῆς ὁδοῦ Κοραῆ ἀριθ. 3. bbox=[125, 1093, 407, 1135]
news-plague-sub: Κρούσμα εἰς Ἀλεξάνδρειαν bbox=[462, 611, 650, 626]
news-geoponoi-text3: Πάντες οὗτοι συνερχόμενοι ὑπὸ τὴν προεδρίαν τοῦ τμηματάρχου κ. Βαμβᾶ ἐν τῷ ὑπουργείῳ τῶν Ἐσωτερικῶν θὰ ἐξετάσωσι τὰ μέσα τῆς καταπολεμήσεως τῆς περονοσπόρου. bbox=[998, 1382, 1266, 1438]
ad-retsina-text3: Ἡ πώλησις θὰ διαρκέσῃ ἡμέρας τινάς. bbox=[1288, 1154, 1504, 1168]
news-memorial-source: (Ἰδιαίτερον τηλεγράφημα τοῦ «Ἐμπρὸς») bbox=[1017, 581, 1247, 595]
ad-retsina-text1: Ἀγγέλομεν τοῖς καλοκαιρινῆς ἐνδυμασίας, τὸ Ἐργοστάσιον τῶν Ἀδελφῶν Ρετσίνα πωλεῖ τὸ ὑπόλοιπον τῶν καλοκαιρινῶν ὑφασμάτων μαλλίνων κασμηρίων καὶ δὴ εἰς τιμὰς ὡς ἀκολούθως. bbox=[1278, 1009, 1545, 1079]
ad-pharmacy-text5: —Μοναδικὴ ἀποθήκη φαρμακευτικῶν οἴνων Μαλάγας, Μαρσάλα Βορδῶ, Vin Vial, Warlany, Laroché, Bugeaud κλπ. — Phosphatal, cascarine Leprince καὶ Phosphatine Fallières. — Pastilles καὶ comprimés παντὸς εἴδους Vichy καὶ Emser, Echtol κλπ. Κηλεπίδεσμοι, ζωνῶν καὶ καλτσῶν ἐλαστικῶν καὶ λοιπῶν εἰδῶν χειρουργικῶν. bbox=[125, 814, 407, 912]
ad-pharmacy-text1: Τὸ πλουσιον τοῦτο εἰς εἴδη καὶ ποσότητας καλὲκ τῶν τελειοτέρων τοῦ εἴδους του κατάστημα εἰσκόμισεν ἤδη ἅπαντα τὰ φυσικὰ μεταλλικὰ ὕδατα τῆς συλλογῆς τοῦ Μαΐου ὅπότε ταῦτα εἶναι ἀνώτερα ἑαυτῶν καὶ πλουσιώτερα τὴν φύσιν των. bbox=[125, 546, 407, 630]
ad-zagazik-title: ΖΗΤΕΙΤΑΙ bbox=[1372, 1460, 1451, 1481]
news-memorial-date: ΚΕΡΚΥΡΑ, 22 Ἰουλίου bbox=[1053, 598, 1211, 612]
